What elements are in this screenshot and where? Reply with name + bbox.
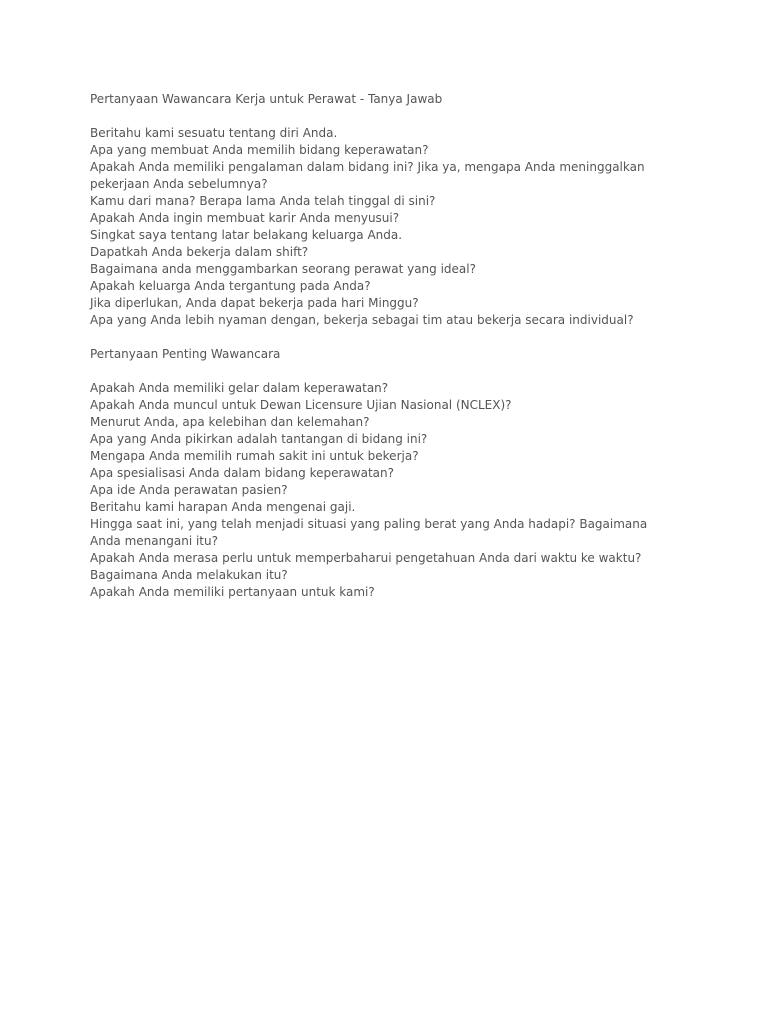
spacer [90, 363, 690, 380]
question-item: Apakah Anda merasa perlu untuk memperbaharui pengetahuan Anda dari waktu ke waktu? Bagaimana Anda melakukan itu? [90, 551, 642, 582]
section-title-important-questions: Pertanyaan Penting Wawancara [90, 347, 281, 361]
spacer [90, 329, 690, 346]
question-item: Menurut Anda, apa kelebihan dan kelemahan? [90, 415, 370, 429]
question-item: Dapatkah Anda bekerja dalam shift? [90, 245, 309, 259]
question-item: Apakah keluarga Anda tergantung pada Anda? [90, 279, 371, 293]
question-item: Apa yang Anda pikirkan adalah tantangan di bidang ini? [90, 432, 428, 446]
question-item: Beritahu kami sesuatu tentang diri Anda. [90, 126, 338, 140]
question-item: Hingga saat ini, yang telah menjadi situasi yang paling berat yang Anda hadapi? Bagaimana Anda menangani itu? [90, 517, 648, 548]
question-item: Mengapa Anda memilih rumah sakit ini untuk bekerja? [90, 449, 419, 463]
question-item: Apakah Anda memiliki pertanyaan untuk kami? [90, 585, 375, 599]
question-list-important [90, 380, 690, 601]
question-item: Apakah Anda muncul untuk Dewan Licensure Ujian Nasional (NCLEX)? [90, 398, 512, 412]
document-page [90, 91, 690, 601]
question-list-general [90, 125, 690, 329]
question-item: Apa ide Anda perawatan pasien? [90, 483, 288, 497]
question-item: Jika diperlukan, Anda dapat bekerja pada hari Minggu? [90, 296, 419, 310]
section-title-nurse-interview: Pertanyaan Wawancara Kerja untuk Perawat - Tanya Jawab [90, 92, 443, 106]
question-item: Apakah Anda ingin membuat karir Anda menyusui? [90, 211, 400, 225]
question-item: Apakah Anda memiliki pengalaman dalam bidang ini? Jika ya, mengapa Anda meninggalkan pekerjaan Anda sebelumnya? [90, 160, 645, 191]
question-item: Apa yang membuat Anda memilih bidang keperawatan? [90, 143, 429, 157]
question-item: Apa spesialisasi Anda dalam bidang keperawatan? [90, 466, 394, 480]
question-item: Apakah Anda memiliki gelar dalam keperawatan? [90, 381, 389, 395]
spacer [90, 108, 690, 125]
question-item: Beritahu kami harapan Anda mengenai gaji. [90, 500, 356, 514]
question-item: Bagaimana anda menggambarkan seorang perawat yang ideal? [90, 262, 476, 276]
question-item: Kamu dari mana? Berapa lama Anda telah tinggal di sini? [90, 194, 436, 208]
question-item: Apa yang Anda lebih nyaman dengan, bekerja sebagai tim atau bekerja secara individual? [90, 313, 634, 327]
question-item: Singkat saya tentang latar belakang keluarga Anda. [90, 228, 403, 242]
